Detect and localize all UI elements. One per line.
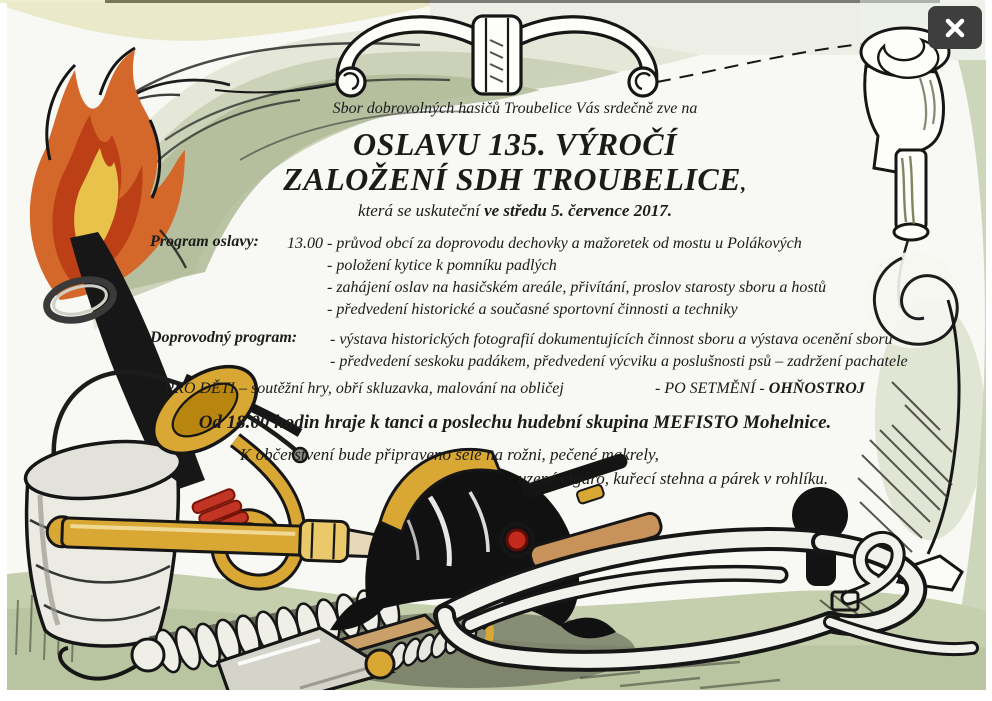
program-item: - zahájení oslav na hasičském areále, přivítání, proslov starosty sboru a hostů: [327, 279, 827, 296]
title-line2-comma: ,: [741, 171, 747, 195]
invite-line: Sbor dobrovolných hasičů Troubelice Vás srdečně zve na: [332, 100, 698, 117]
close-icon: [944, 17, 966, 39]
close-button[interactable]: [928, 6, 982, 49]
program-item: - předvedení historické a současné sportovní činnosti a techniky: [327, 301, 738, 318]
date-emphasis: ve středu 5. července 2017.: [484, 201, 672, 220]
music-line: Od 18.00 hodin hraje k tanci a poslechu hudební skupina MEFISTO Mohelnice.: [198, 412, 832, 433]
accompanying-label: Doprovodný program:: [150, 329, 298, 346]
food-line2: uzené cigáro, kuřecí stehna a párek v rohlíku.: [518, 469, 829, 488]
program-items: [287, 233, 826, 321]
accompanying-items: [330, 329, 908, 373]
kids-line: - PRO DĚTI – soutěžní hry, obří skluzavka, malování na obličej: [155, 380, 564, 397]
accompanying-item: - předvedení seskoku padákem, předvedení výcviku a poslušnosti psů – zadržení pachatele: [330, 353, 908, 370]
date-prefix: která se uskuteční: [358, 201, 485, 220]
evening-emphasis: OHŇOSTROJ: [768, 380, 865, 397]
evening-line: [655, 380, 865, 398]
program-label: Program oslavy:: [150, 233, 259, 250]
evening-prefix: - PO SETMĚNÍ -: [655, 380, 769, 397]
title-line2-text: ZALOŽENÍ SDH TROUBELICE: [283, 161, 742, 197]
date-line: [120, 201, 910, 221]
accompanying-item: - výstava historických fotografií dokumentujících činnost sboru a výstava ocenění sboru: [330, 331, 893, 348]
program-item: - položení kytice k pomníku padlých: [327, 257, 557, 274]
poster-title-line2: [120, 161, 910, 198]
program-item: 13.00 - průvod obcí za doprovodu dechovky a mažoretek od mostu u Polákových: [287, 235, 802, 252]
poster-title-line1: OSLAVU 135. VÝROČÍ: [352, 126, 677, 162]
food-line1: K občerstvení bude připraveno sele na rožni, pečené makrely,: [240, 445, 659, 464]
